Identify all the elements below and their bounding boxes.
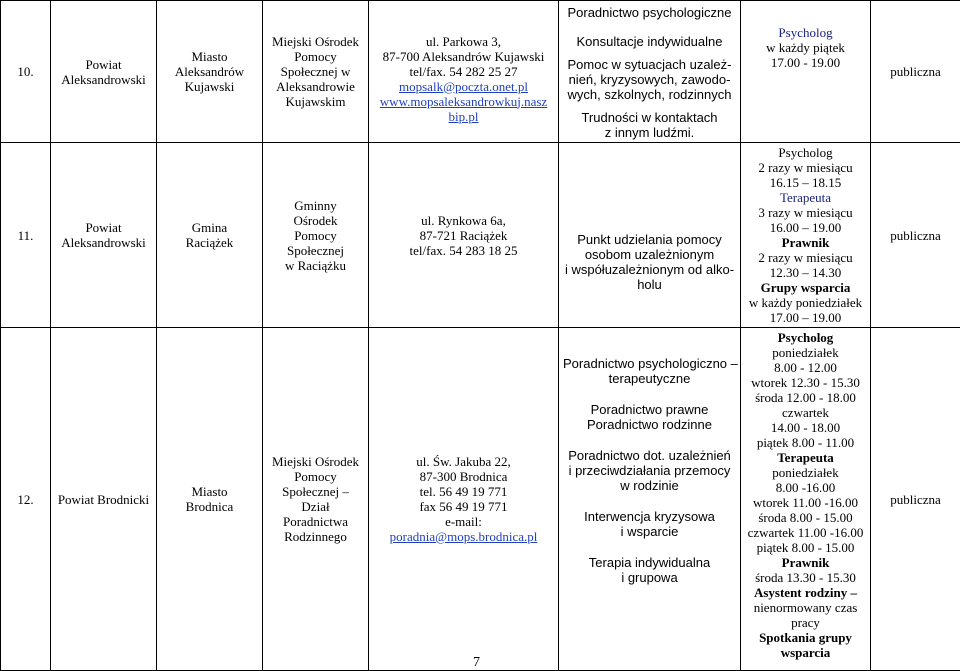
institution-cell: Miejski Ośrodek Pomocy Społecznej – Dział Poradnictwa Rodzinnego [263,328,369,671]
services-cell: Poradnictwo psychologiczne Konsultacje indywidualne Pomoc w sytuacjach uzależ- nień, kryzysowych, zawodo- wych, szkolnych, rodzinnych Trudności w kontaktach z innym ludźmi. [559,1,741,143]
schedule-line: poniedziałek [772,465,839,480]
email-link[interactable]: mopsalk@poczta.onet.pl [399,78,528,94]
schedule-line: 3 razy w miesiącu [758,205,853,220]
service-line: Poradnictwo rodzinne [586,417,713,432]
schedule-line: Spotkania grupy [759,630,852,645]
schedule-line: 14.00 - 18.00 [770,420,841,435]
address-cell: ul. Parkowa 3, 87-700 Aleksandrów Kujawski tel/fax. 54 282 25 27 mopsalk@poczta.onet.pl www.mopsaleksandrowkuj.nasz bip.pl [369,1,559,143]
schedule-line: 2 razy w miesiącu [758,250,853,265]
schedule-line: 12.30 – 14.30 [769,265,842,280]
table-row [1,328,960,671]
service-line: i grupowa [621,570,678,585]
schedule-line: Terapeuta [777,450,834,465]
page-number: 7 [473,655,480,670]
service-line: Poradnictwo dot. uzależnień [568,448,731,463]
service-line: Terapia indywidualna [588,555,711,570]
schedule-line: 8.00 - 12.00 [774,360,837,375]
schedule-line: Grupy wsparcia [760,280,851,295]
schedule-line: poniedziałek [772,345,839,360]
schedule-line: Asystent rodziny – [753,585,858,600]
service-line: Poradnictwo prawne [590,402,709,417]
table-row [1,143,960,328]
email-link[interactable]: poradnia@mops.brodnica.pl [389,529,538,544]
county-cell: Powiat Brodnicki [51,328,157,671]
website-link[interactable]: www.mopsaleksandrowkuj.nasz [379,93,548,109]
schedule-line: 8.00 -16.00 [775,480,836,495]
schedule-line: wtorek 12.30 - 15.30 [751,375,860,390]
schedule-line: wtorek 11.00 -16.00 [753,495,858,510]
services-cell [559,328,741,671]
address-cell: ul. Św. Jakuba 22, 87-300 Brodnica tel. 56 49 19 771 fax 56 49 19 771 e-mail: poradnia@mops.brodnica.pl [369,328,559,671]
schedule-line: piątek 8.00 - 15.00 [756,540,855,555]
schedule-line: pracy [791,615,820,630]
service-line: terapeutyczne [608,371,691,386]
schedule-line: 17.00 – 19.00 [769,310,842,325]
schedule-line: w każdy poniedziałek [748,295,863,310]
service-line: Interwencja kryzysowa [584,509,715,524]
schedule-line: środa 8.00 - 15.00 [758,510,853,525]
service-line: i wsparcie [620,524,679,539]
commune-cell: Gmina Raciążek [157,143,263,328]
schedule-line: Psycholog [777,330,834,345]
schedule-line: piątek 8.00 - 11.00 [756,435,855,450]
schedule-line: wsparcia [780,645,831,660]
schedule-line: czwartek 11.00 -16.00 [747,525,864,540]
row-number: 10. [1,1,51,143]
website-link-cont[interactable]: bip.pl [448,108,479,124]
services-header: Poradnictwo psychologiczne [567,5,732,20]
commune-cell: Miasto Brodnica [157,328,263,671]
row-number: 11. [1,143,51,328]
schedule-line: 16.00 – 19.00 [769,220,842,235]
row-number: 12. [1,328,51,671]
schedule-line: 16.15 – 18.15 [769,175,842,190]
access-cell: publiczna [871,1,960,143]
county-cell: Powiat Aleksandrowski [51,1,157,143]
commune-cell: Miasto Aleksandrów Kujawski [157,1,263,143]
schedule-line: środa 12.00 - 18.00 [755,390,856,405]
access-cell: publiczna [871,328,960,671]
schedule-line: Psycholog [778,145,833,160]
schedule-cell: Psycholog w każdy piątek 17.00 - 19.00 [741,1,871,143]
service-line: i przeciwdziałania przemocy [568,463,731,478]
institution-cell: Miejski Ośrodek Pomocy Społecznej w Aleksandrowie Kujawskim [263,1,369,143]
schedule-cell [741,143,871,328]
schedule-line: 2 razy w miesiącu [758,160,853,175]
service-line: w rodzinie [620,478,679,493]
table-row [1,1,960,143]
schedule-cell [741,328,871,671]
access-cell: publiczna [871,143,960,328]
schedule-line: Terapeuta [779,190,832,205]
address-cell: ul. Rynkowa 6a, 87-721 Raciążek tel/fax. 54 283 18 25 [369,143,559,328]
schedule-line: środa 13.30 - 15.30 [755,570,856,585]
county-cell: Powiat Aleksandrowski [51,143,157,328]
service-line: Poradnictwo psychologiczno – [563,356,738,371]
services-cell: Punkt udzielania pomocy osobom uzależnionym i współuzależnionym od alko- holu [559,143,741,328]
schedule-line: Prawnik [781,235,830,250]
schedule-line: czwartek [782,405,829,420]
schedule-line: nienormowany czas [753,600,858,615]
schedule-line: Prawnik [781,555,830,570]
institution-cell: Gminny Ośrodek Pomocy Społecznej w Raciążku [263,143,369,328]
